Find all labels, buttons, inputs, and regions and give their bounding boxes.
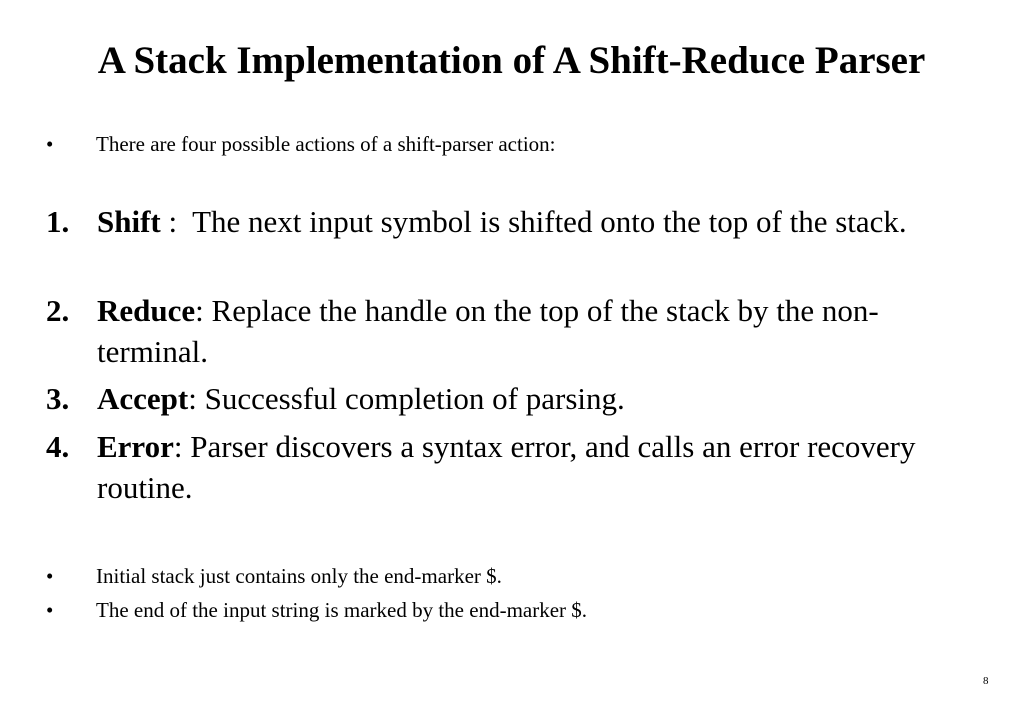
action-separator: : bbox=[188, 381, 205, 416]
action-separator: : bbox=[195, 293, 212, 328]
action-number: 3. bbox=[46, 381, 70, 416]
action-description: The next input symbol is shifted onto the top of the stack. bbox=[192, 204, 907, 239]
intro-bullet-text: There are four possible actions of a shift-parser action: bbox=[96, 132, 556, 156]
action-body bbox=[97, 290, 987, 372]
action-term: Error bbox=[97, 429, 174, 464]
slide-title: A Stack Implementation of A Shift-Reduce Parser bbox=[97, 39, 926, 82]
action-body bbox=[97, 201, 987, 242]
action-term: Shift bbox=[97, 204, 161, 239]
bullet-marker: • bbox=[46, 132, 54, 156]
note-text: The end of the input string is marked by the end-marker $. bbox=[96, 598, 588, 622]
action-number: 1. bbox=[46, 204, 70, 239]
bullet-marker: • bbox=[46, 564, 54, 588]
action-body bbox=[97, 378, 987, 419]
action-description: Successful completion of parsing. bbox=[204, 381, 625, 416]
action-description: Parser discovers a syntax error, and calls an error recovery routine. bbox=[97, 429, 916, 505]
page-number: 8 bbox=[983, 675, 989, 687]
note-text: Initial stack just contains only the end-marker $. bbox=[96, 564, 502, 588]
action-number: 2. bbox=[46, 293, 70, 328]
action-term: Accept bbox=[97, 381, 189, 416]
action-description: Replace the handle on the top of the stack by the non-terminal. bbox=[97, 293, 879, 369]
action-separator: : bbox=[173, 429, 191, 464]
action-separator: : bbox=[160, 204, 193, 239]
action-term: Reduce bbox=[97, 293, 196, 328]
bullet-marker: • bbox=[46, 598, 54, 622]
action-body bbox=[97, 426, 987, 508]
action-number: 4. bbox=[46, 429, 70, 464]
